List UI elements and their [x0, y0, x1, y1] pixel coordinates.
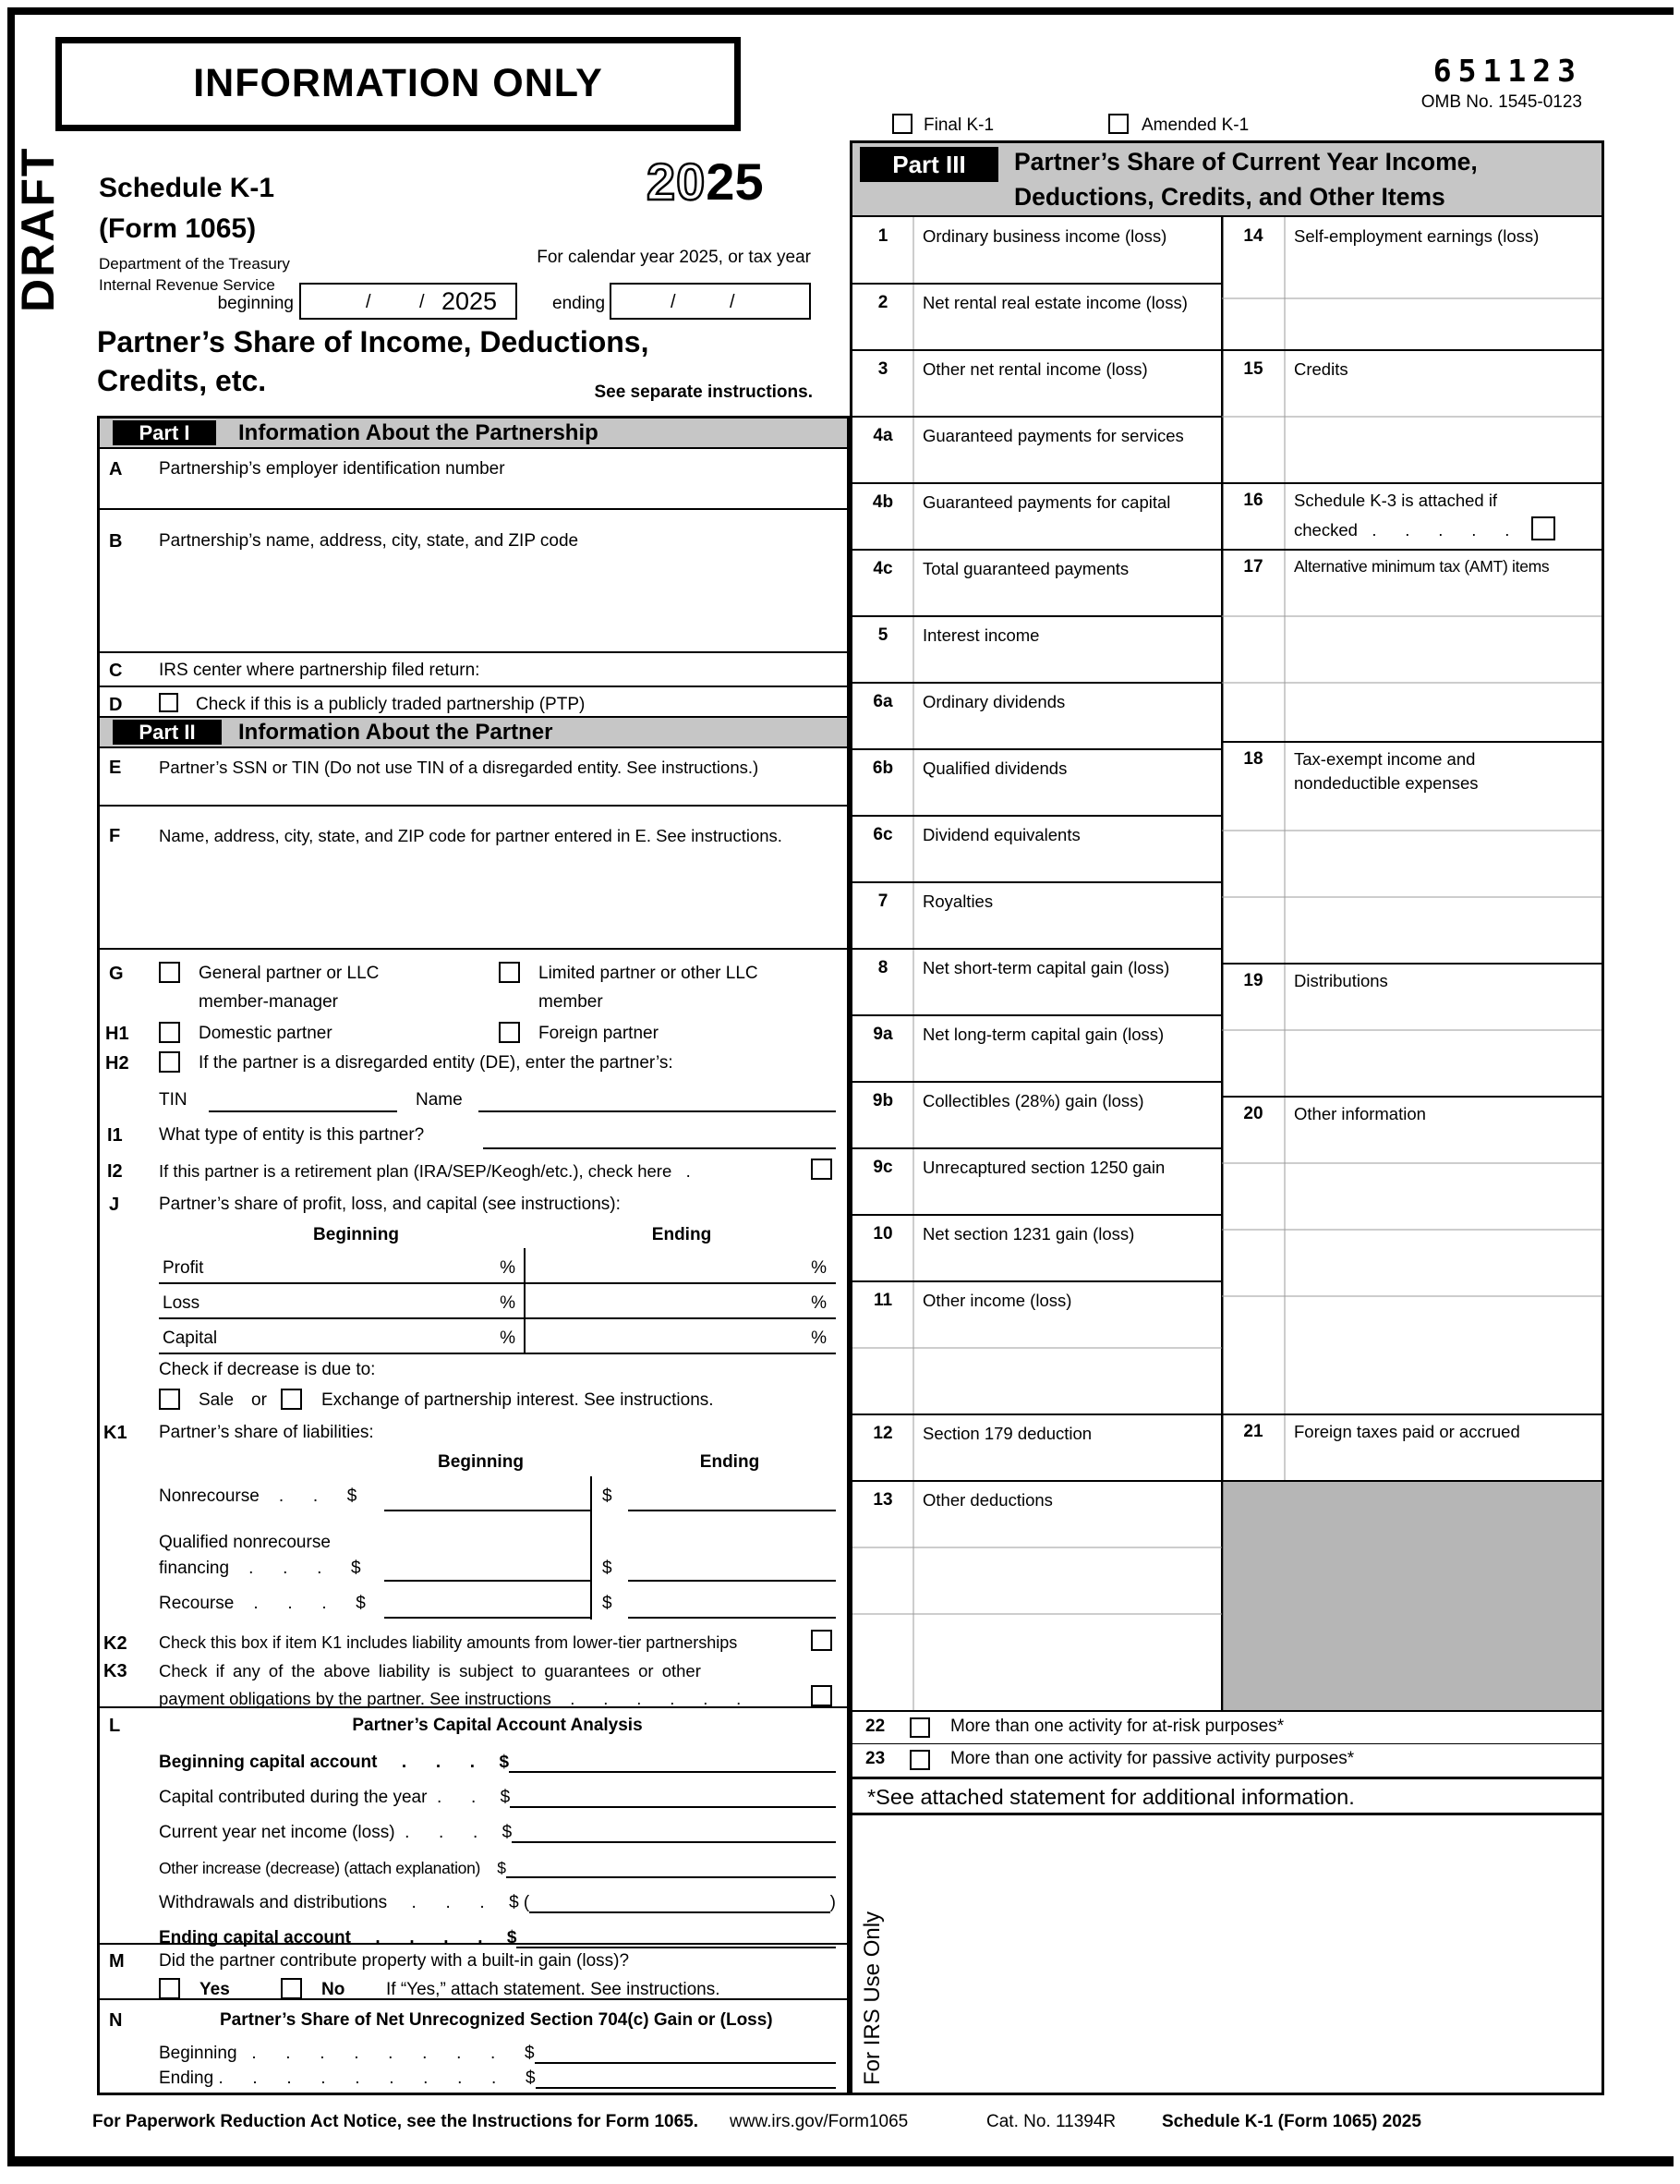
item-label-line2: nondeductible expenses [1294, 773, 1479, 793]
irs-use-only-label: For IRS Use Only [860, 1911, 885, 2085]
k1-ending-header: Ending [699, 1452, 760, 1472]
row-c-letter: C [109, 661, 123, 681]
part3-title-line2: Deductions, Credits, and Other Items [1014, 183, 1445, 211]
final-k1-label: Final K-1 [924, 115, 995, 135]
l6-label: Ending capital account . . . . $ [159, 1928, 517, 1947]
amended-k1-label: Amended K-1 [1142, 115, 1250, 135]
row-e-label: Partner’s SSN or TIN (Do not use TIN of a disregarded entity. See instructions.) [159, 758, 759, 777]
row-k2-letter: K2 [103, 1633, 127, 1654]
sale-checkbox[interactable] [159, 1389, 180, 1410]
row-n-letter: N [109, 2010, 123, 2031]
item-number: 2 [877, 293, 888, 312]
recourse-label: Recourse . . . $ [159, 1594, 366, 1613]
part2-header-bar [100, 716, 847, 748]
m-no-label: No [321, 1980, 345, 1999]
profit-ending-pct: % [811, 1258, 827, 1278]
item-label: Net short-term capital gain (loss) [923, 958, 1170, 977]
amended-k1-checkbox[interactable] [1108, 114, 1129, 134]
retirement-plan-checkbox[interactable] [811, 1159, 832, 1180]
l6-input-line[interactable] [516, 1926, 836, 1948]
m-yes-checkbox[interactable] [159, 1978, 180, 1999]
ending-slash-2: / [730, 292, 735, 312]
item-number: 12 [873, 1424, 893, 1443]
row-e-letter: E [109, 758, 122, 778]
beginning-year: 2025 [441, 287, 498, 315]
profit-label: Profit [163, 1258, 204, 1278]
item-label: Alternative minimum tax (AMT) items [1294, 557, 1550, 576]
item-number: 17 [1243, 557, 1263, 576]
row-c-label: IRS center where partnership filed return: [159, 661, 480, 680]
row-k3-letter: K3 [103, 1661, 127, 1681]
part2-tab: Part II [113, 720, 222, 745]
capital-label: Capital [163, 1329, 218, 1348]
item-label: Other deductions [923, 1490, 1053, 1510]
n-ending-label: Ending . . . . . . . . . $ [159, 2069, 536, 2088]
row-k2-label: Check this box if item K1 includes liability amounts from lower-tier partnerships [159, 1633, 738, 1652]
qnf-ending-line[interactable] [628, 1554, 836, 1582]
item-number: 5 [877, 625, 888, 645]
j-beginning-header: Beginning [313, 1225, 399, 1244]
part3-shaded-box [1224, 1482, 1601, 1710]
item-label: Section 179 deduction [923, 1424, 1093, 1443]
row-a-label: Partnership’s employer identification number [159, 459, 505, 479]
n-beginning-input-line[interactable] [535, 2042, 836, 2064]
row-j-letter: J [109, 1195, 120, 1215]
calendar-year-line: For calendar year 2025, or tax year [537, 248, 811, 267]
lower-tier-checkbox[interactable] [811, 1630, 832, 1651]
item-number: 21 [1243, 1422, 1263, 1441]
item-number: 4a [873, 426, 893, 445]
item-number: 4c [873, 559, 893, 578]
item-number: 4b [872, 492, 894, 512]
item-number: 18 [1243, 749, 1263, 769]
part1-tab: Part I [113, 420, 216, 445]
row-b-label: Partnership’s name, address, city, state, and ZIP code [159, 531, 579, 551]
item-label: Distributions [1294, 971, 1388, 990]
profit-beginning-pct: % [500, 1258, 515, 1278]
item-number: 6c [873, 825, 893, 844]
l1-label: Beginning capital account . . . $ [159, 1753, 510, 1772]
main-title-line1: Partner’s Share of Income, Deductions, [97, 325, 649, 358]
passive-activity-checkbox[interactable] [910, 1750, 930, 1770]
profit-beginning-cell[interactable] [159, 1249, 525, 1284]
recourse-ending-dollar: $ [602, 1594, 612, 1613]
form-1065-title: (Form 1065) [99, 213, 257, 244]
ending-date-box[interactable] [610, 283, 811, 320]
row-j-label: Partner’s share of profit, loss, and capital (see instructions): [159, 1195, 621, 1214]
l2-label: Capital contributed during the year . . $ [159, 1788, 511, 1807]
item-label: Other information [1294, 1104, 1426, 1123]
dept-treasury: Department of the Treasury [99, 255, 290, 273]
item-number: 15 [1243, 359, 1263, 379]
row-a-letter: A [109, 459, 123, 479]
beginning-date-box[interactable] [299, 283, 517, 320]
item-label: Qualified dividends [923, 758, 1068, 778]
item-label: Tax-exempt income and [1294, 749, 1476, 769]
loss-ending-cell[interactable] [525, 1284, 836, 1319]
qnf-ending-dollar: $ [602, 1559, 612, 1578]
limited-partner-checkbox[interactable] [499, 962, 520, 983]
item-label: Ordinary business income (loss) [923, 226, 1167, 246]
item-number: 9c [873, 1158, 893, 1177]
item-label: Self-employment earnings (loss) [1294, 226, 1540, 246]
sale-label: Sale [199, 1390, 235, 1410]
row-f-letter: F [109, 826, 121, 846]
tin-label: TIN [159, 1090, 187, 1110]
tax-year-20: 20 [647, 152, 707, 211]
domestic-partner-label: Domestic partner [199, 1024, 332, 1043]
name-input-line[interactable] [478, 1088, 836, 1112]
frame-bottom [7, 2156, 1674, 2166]
beginning-label: beginning [217, 294, 294, 313]
item-label: Guaranteed payments for capital [923, 492, 1171, 512]
row-m-letter: M [109, 1951, 125, 1972]
draft-watermark: DRAFT [12, 146, 64, 312]
item-label: Schedule K-3 is attached if [1294, 491, 1498, 510]
item-number: 6b [872, 758, 894, 778]
row-b-letter: B [109, 531, 123, 552]
l2-input-line[interactable] [510, 1786, 836, 1808]
footer-paperwork-notice: For Paperwork Reduction Act Notice, see the Instructions for Form 1065. [92, 2112, 698, 2131]
row-i1-letter: I1 [107, 1125, 123, 1146]
item-label: Interest income [923, 625, 1040, 645]
row-k1-letter: K1 [103, 1423, 127, 1443]
l-row-other-increase [159, 1850, 836, 1878]
exchange-label: Exchange of partnership interest. See instructions. [321, 1390, 714, 1410]
item-number: 8 [877, 958, 888, 977]
irs-use-only-box [852, 1815, 1601, 2093]
capital-ending-cell[interactable] [525, 1319, 836, 1354]
loss-beginning-pct: % [500, 1293, 515, 1313]
loss-beginning-cell[interactable] [159, 1284, 525, 1319]
item-number: 10 [873, 1224, 893, 1244]
m-yes-label: Yes [199, 1980, 230, 1999]
omb-number: OMB No. 1545-0123 [1420, 92, 1582, 112]
foreign-partner-checkbox[interactable] [499, 1022, 520, 1043]
foreign-partner-label: Foreign partner [538, 1024, 659, 1043]
item-label: Ordinary dividends [923, 692, 1066, 711]
row-22 [852, 1710, 1601, 1743]
l1-input-line[interactable] [509, 1751, 836, 1773]
row-k1-label: Partner’s share of liabilities: [159, 1423, 374, 1442]
part3-header-bar [852, 143, 1601, 217]
l5-input-line[interactable] [529, 1891, 829, 1913]
row-h2-letter: H2 [105, 1053, 129, 1074]
nonrecourse-ending-line[interactable] [628, 1484, 836, 1511]
information-only-banner [55, 37, 741, 131]
part1-header-bar [100, 419, 847, 449]
irs-name: Internal Revenue Service [99, 276, 275, 294]
n-beginning-label: Beginning . . . . . . . . $ [159, 2044, 535, 2063]
row-i2-label: If this partner is a retirement plan (IRA/SEP/Keogh/etc.), check here . [159, 1161, 691, 1181]
schedule-k1-title: Schedule K-1 [99, 173, 275, 203]
limited-partner-label-2: member [538, 992, 603, 1012]
ptp-checkbox[interactable] [159, 693, 178, 712]
row-i2-letter: I2 [107, 1161, 123, 1182]
item-number: 14 [1243, 226, 1263, 246]
item-number: 13 [873, 1490, 893, 1510]
l3-label: Current year net income (loss) . . . $ [159, 1823, 513, 1842]
limited-partner-label-1: Limited partner or other LLC [538, 964, 758, 983]
n-ending-input-line[interactable] [536, 2067, 836, 2089]
profit-ending-cell[interactable] [525, 1249, 836, 1284]
n-row-ending [159, 2067, 836, 2089]
part3-tab: Part III [860, 147, 998, 182]
name-label: Name [416, 1090, 463, 1110]
footer-irs-url: www.irs.gov/Form1065 [730, 2112, 909, 2131]
row-23 [852, 1743, 1601, 1777]
see-attached-label: *See attached statement for additional information. [867, 1785, 1355, 1809]
footer-cat-number: Cat. No. 11394R [986, 2112, 1117, 2131]
loss-label: Loss [163, 1293, 200, 1313]
m-attach-label: If “Yes,” attach statement. See instructions. [386, 1980, 720, 1999]
item-label: Other net rental income (loss) [923, 359, 1148, 379]
frame-left [7, 7, 15, 2166]
l-row-current-year [159, 1815, 836, 1843]
general-partner-label-1: General partner or LLC [199, 964, 380, 983]
nonrecourse-ending-dollar: $ [602, 1486, 612, 1506]
entity-type-input-line[interactable] [483, 1124, 836, 1149]
item-number: 6a [873, 692, 893, 711]
m-no-checkbox[interactable] [281, 1978, 302, 1999]
loss-ending-pct: % [811, 1293, 827, 1313]
decrease-due-label: Check if decrease is due to: [159, 1360, 376, 1379]
item-number: 3 [877, 359, 888, 379]
item-number: 9b [872, 1091, 894, 1110]
item-label: Other income (loss) [923, 1291, 1072, 1310]
ending-label: ending [552, 294, 606, 313]
row-k3-label-1: Check if any of the above liability is subject to guarantees or other [159, 1661, 701, 1680]
row-22-label: More than one activity for at-risk purposes* [950, 1717, 1285, 1736]
see-separate-instructions: See separate instructions. [594, 382, 813, 402]
row-22-number: 22 [865, 1717, 886, 1736]
l-title: Partner’s Capital Account Analysis [352, 1716, 643, 1735]
domestic-partner-checkbox[interactable] [159, 1022, 180, 1043]
ending-slash-1: / [671, 292, 676, 312]
qnf-label-2: financing . . . $ [159, 1559, 361, 1578]
n-row-beginning [159, 2038, 836, 2064]
item-label-line2: checked . . . . . [1294, 520, 1510, 540]
part3-title-line1: Partner’s Share of Current Year Income, [1014, 148, 1478, 176]
general-partner-label-2: member-manager [199, 992, 338, 1012]
final-k1-checkbox[interactable] [892, 114, 913, 134]
tin-input-line[interactable] [209, 1088, 397, 1112]
row-23-label: More than one activity for passive activity purposes* [950, 1749, 1355, 1768]
part1-title: Information About the Partnership [238, 420, 598, 445]
capital-ending-pct: % [811, 1329, 827, 1348]
disregarded-entity-checkbox[interactable] [159, 1051, 180, 1073]
item-label: Net long-term capital gain (loss) [923, 1025, 1165, 1044]
part2-title: Information About the Partner [238, 720, 553, 745]
item-label: Net section 1231 gain (loss) [923, 1224, 1135, 1244]
row-i1-label: What type of entity is this partner? [159, 1125, 425, 1145]
capital-beginning-pct: % [500, 1329, 515, 1348]
or-label: or [251, 1390, 267, 1410]
footer-form-id: Schedule K-1 (Form 1065) 2025 [1162, 2112, 1421, 2131]
row-d-label: Check if this is a publicly traded partnership (PTP) [196, 695, 586, 714]
l4-input-line[interactable] [506, 1856, 836, 1878]
j-ending-header: Ending [651, 1225, 712, 1244]
l4-label: Other increase (decrease) (attach explanation) $ [159, 1859, 506, 1877]
item-label: Total guaranteed payments [923, 559, 1130, 578]
row-k3-label-2: payment obligations by the partner. See instructions . . . . . . [159, 1689, 742, 1708]
item-number: 16 [1243, 491, 1263, 510]
l-row-beginning-capital [159, 1745, 836, 1773]
left-panel [97, 416, 850, 2095]
row-d-letter: D [109, 695, 123, 715]
l5-label: Withdrawals and distributions . . . $ ( [159, 1893, 530, 1912]
item-label: Dividend equivalents [923, 825, 1081, 844]
general-partner-checkbox[interactable] [159, 962, 180, 983]
qnf-label-1: Qualified nonrecourse [159, 1533, 331, 1552]
guarantee-checkbox[interactable] [811, 1685, 832, 1706]
row-f-label: Name, address, city, state, and ZIP code for partner entered in E. See instructions. [159, 826, 782, 845]
form-scan-code: 651123 [1432, 53, 1582, 89]
n-title: Partner’s Share of Net Unrecognized Section 704(c) Gain or (Loss) [220, 2010, 773, 2030]
l5-close-paren: ) [829, 1893, 836, 1912]
recourse-ending-line[interactable] [628, 1591, 836, 1619]
part3-grid [852, 217, 1601, 1710]
item-number: 11 [873, 1291, 893, 1310]
row-l-letter: L [109, 1716, 121, 1736]
row-g-letter: G [109, 964, 124, 984]
at-risk-checkbox[interactable] [910, 1717, 930, 1738]
beginning-slash-1: / [366, 292, 371, 312]
row-m-label: Did the partner contribute property with a built-in gain (loss)? [159, 1951, 630, 1971]
disregarded-entity-label: If the partner is a disregarded entity (DE), enter the partner’s: [199, 1053, 673, 1073]
beginning-slash-2: / [419, 292, 425, 312]
main-title-line2: Credits, etc. [97, 364, 267, 397]
item-label: Royalties [923, 892, 994, 911]
item-label: Net rental real estate income (loss) [923, 293, 1188, 312]
l-row-ending-capital [159, 1921, 836, 1948]
row-23-number: 23 [865, 1749, 886, 1768]
l-row-capital-contributed [159, 1780, 836, 1808]
k1-beginning-header: Beginning [438, 1452, 524, 1472]
capital-beginning-cell[interactable] [159, 1319, 525, 1354]
item-label: Unrecaptured section 1250 gain [923, 1158, 1166, 1177]
item-number: 9a [873, 1025, 893, 1044]
exchange-checkbox[interactable] [281, 1389, 302, 1410]
qnf-beginning-line[interactable] [384, 1554, 591, 1582]
recourse-beginning-line[interactable] [384, 1591, 591, 1619]
item-number: 20 [1243, 1104, 1263, 1123]
item-number: 19 [1243, 971, 1263, 990]
item-label: Collectibles (28%) gain (loss) [923, 1091, 1144, 1110]
item-number: 1 [877, 226, 888, 246]
item-number: 7 [877, 892, 888, 911]
item-label: Guaranteed payments for services [923, 426, 1184, 445]
tax-year-25: 25 [706, 152, 764, 211]
nonrecourse-label: Nonrecourse . . $ [159, 1486, 357, 1506]
tax-year [647, 152, 764, 212]
l-row-withdrawals [159, 1886, 836, 1913]
see-attached-row [852, 1777, 1601, 1815]
item-label: Credits [1294, 359, 1348, 379]
row-h1-letter: H1 [105, 1024, 129, 1044]
nonrecourse-beginning-line[interactable] [384, 1484, 591, 1511]
k3-attached-checkbox[interactable] [1531, 516, 1555, 540]
information-only-text: INFORMATION ONLY [193, 61, 603, 105]
l3-input-line[interactable] [512, 1821, 836, 1843]
item-label: Foreign taxes paid or accrued [1294, 1422, 1520, 1441]
frame-top [7, 7, 1674, 15]
part3-panel [850, 140, 1604, 2095]
